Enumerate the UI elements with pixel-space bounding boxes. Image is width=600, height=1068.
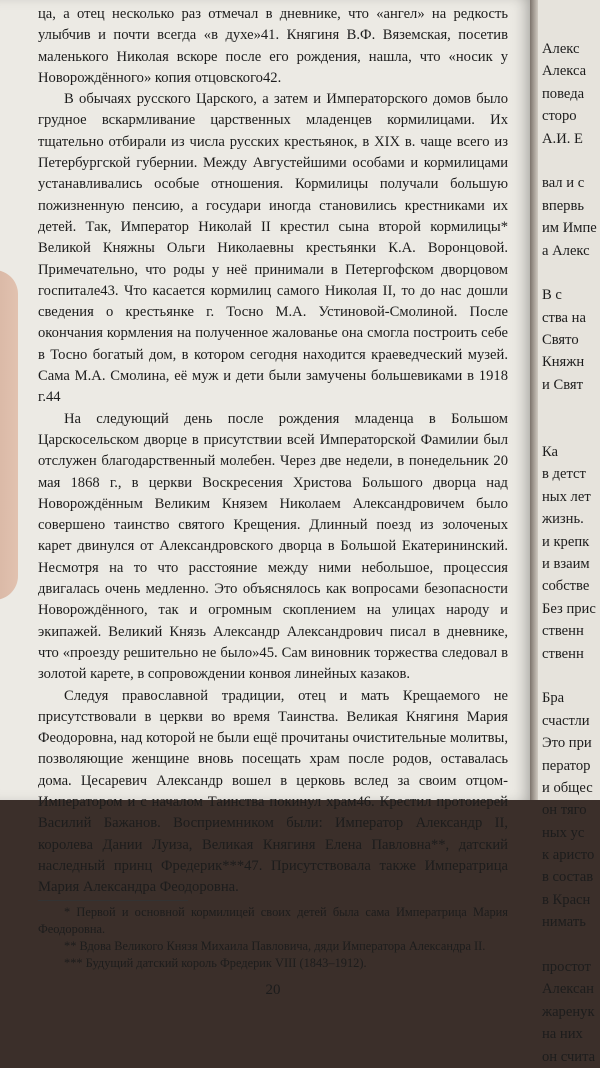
right-page-line: в состав [542,869,594,886]
right-page-line: ственн [542,645,584,662]
right-page-line: и общес [542,779,593,796]
right-page-line: поведа [542,85,585,102]
right-page-line: Алексан [542,981,594,998]
right-page-line: В с [542,287,562,304]
right-page-line: вал и с [542,175,585,192]
footnote-3: *** Будущий датский король Фредерик VIII (1843–1912). [64,956,367,971]
right-page-line [542,934,597,956]
right-page-line: Бра [542,690,565,707]
right-page-line: и взаим [542,555,590,572]
right-page-line [542,262,597,284]
right-page-line: он тяго [542,802,587,819]
right-page-line: Княжн [542,354,585,371]
right-page-line: в Красн [542,891,591,908]
right-page-line: ственн [542,623,584,640]
book-gutter [530,0,538,800]
finger-thumb [0,270,18,600]
right-page-line: им Импе [542,220,597,237]
right-page-line: ных ус [542,824,585,841]
right-page-line: нимать [542,914,586,931]
right-page-line: жаренук [542,1003,595,1020]
right-page-line [542,419,597,441]
right-page-line: и Свят [542,376,583,393]
right-page-line: простот [542,959,591,976]
right-page-line: Алекса [542,63,587,80]
right-page-line: ператор [542,757,591,774]
right-page-line [542,396,597,418]
right-page-line: Алекс [542,41,580,57]
right-page-line [542,150,597,172]
footnotes [38,904,508,972]
right-page-line: сторо [542,108,577,125]
paragraph-3: На следующий день после рождения младенца в Большом Царскосельском дворце в присутствии всей Императорской Фамилии был отслужен благодарственный молебен. Через две недели, в понедельник 20 мая 1868 г., в церкви Воскресения Христова Большого дворца над Новорождённым Великим Князем Николаем Александровичем было совершено таинство святого Крещения. Длинный поезд из золоченых карет двинулся от Александровского дворца в Большой Екатерининский. Несмотря на то что расстояние между ними небольшое, процессия двигалась очень медленно. Это объяснялось как вопросами безопасности Новорождённого, так и огромным скоплением на улицах народу и экипажей. Великий Князь Александр Александрович писал в дневнике, что «проезду решительно не было»45. Сам виновник торжества следовал в золотой карете, в сопровождении конвоя линейных казаков. [38,410,508,683]
right-page-line: Без прис [542,600,596,617]
right-page-line: А.И. Е [542,130,583,147]
paragraph-2: В обычаях русского Царского, а затем и Императорского домов было грудное вскармливание царственных младенцев кормилицами. Их тщательно отбирали из числа русских крестьянок, в XIX в. чаще всего из Петербургской губернии. Между Августейшими особами и кормилицами устанавливались особые отношения. Кормилицы получали большую пожизненную пенсию, а государи иногда становились крестниками их детей. Так, Император Николай II крестил сына второй кормилицы* Великой Княжны Ольги Николаевны крестьянки К.А. Воронцовой. Примечательно, что роды у неё принимали в Петергофском дворцовом госпитале43. Что касается кормилиц самого Николая II, то до нас дошли сведения о крестьянке г. Тосно М.А. Устиновой-Смолиной. После окончания кормления на полученное жалованье она смогла построить себе в Тосно богатый дом, в котором сегодня находится краеведческий музей. Сама М.А. Смолина, её муж и дети были замучены большевиками в 1918 г.44 [38,91,508,406]
right-page-line: Это при [542,735,592,752]
right-page-line: ных лет [542,488,591,505]
paragraph-1: ца, а отец несколько раз отмечал в дневнике, что «ангел» на редкость улыбчив и почти всегда «в духе»41. Княгиня В.Ф. Вяземская, посетив маленького Николая вскоре после его рождения, нашла, что «носик у Новорождённого» копия отцовского42. [38,6,508,86]
right-page-line: ства на [542,309,586,326]
right-page-text [542,38,597,1068]
text-column [38,4,508,1002]
right-page-line: он счита [542,1048,596,1065]
page-number: 20 [265,982,281,999]
paragraph-4: Следуя православной традиции, отец и мать Крещаемого не присутствовали в церкви во время Таинства. Великая Княгиня Мария Феодоровна, над которой не были ещё прочитаны очистительные молитвы, позволяющие женщине вновь посещать храм после родов, оставалась дома. Цесаревич Александр вошел в церковь вслед за своим отцом-Императором и с началом Таинства покинул храм46. Крестил протоиерей Василий Бажанов. Восприемником были: Император Александр II, королева Дании Луиза, Великая Княгиня Елена Павловна**, датский наследный принц Фредерик***47. Присутствовала также Императрица Мария Александра Феодоровна. [38,687,508,896]
footnote-2: ** Вдова Великого Князя Михаила Павловича, дяди Императора Александра II. [64,939,486,954]
right-page-line: собстве [542,578,590,595]
right-page-line: Ка [542,444,559,461]
right-page-line: впервь [542,197,585,214]
right-page-line: Свято [542,332,579,349]
right-page-line: жизнь. [542,511,584,528]
right-page-line: на них [542,1026,583,1043]
footnote-separator [38,900,188,901]
right-page-line: счастли [542,712,590,729]
right-page-line: в детст [542,466,586,483]
footnote-1: * Первой и основной кормилицей своих детей была сама Императрица Мария Феодоровна. [38,905,508,937]
right-page-line: а Алекс [542,242,590,259]
right-page-line: к аристо [542,847,595,864]
right-page-line: и крепк [542,533,590,550]
right-page-line [542,665,597,687]
right-page [538,0,600,1065]
